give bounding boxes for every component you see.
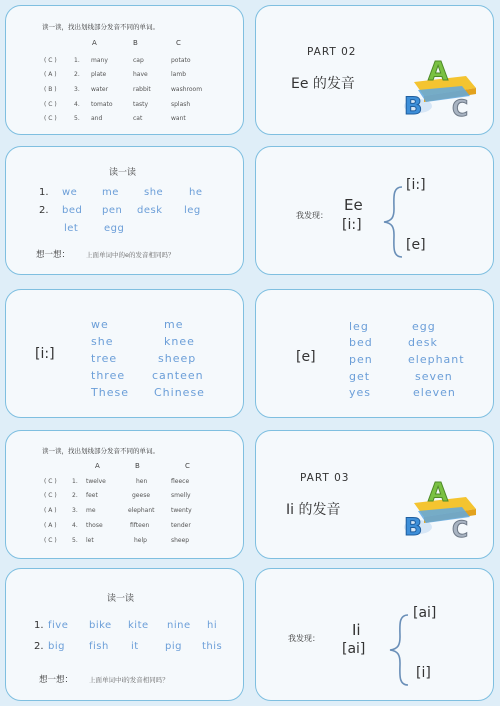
svg-text:A: A — [428, 478, 449, 508]
option-c: potato — [171, 57, 191, 64]
ipa-heading: [i:] — [35, 346, 55, 362]
part-label: PART 03 — [300, 472, 350, 484]
option-b: tasty — [133, 101, 149, 108]
word: bed — [62, 205, 83, 216]
think-label: 想一想： — [39, 675, 74, 685]
word: she — [144, 187, 164, 198]
word: five — [48, 620, 69, 631]
option-b: cap — [133, 57, 144, 64]
slide-read-ii — [5, 568, 244, 701]
instruction: 读一读，找出划线部分发音不同的单词。 — [42, 23, 159, 31]
column-c-header: C — [185, 462, 190, 470]
row-number: 1. — [72, 478, 78, 485]
word: we — [91, 318, 109, 331]
slide-exercise-a — [5, 5, 244, 135]
word: egg — [104, 223, 125, 234]
answer-paren: ( A ) — [44, 507, 57, 514]
curly-brace — [380, 185, 406, 263]
word: hi — [207, 620, 218, 631]
row-number: 2. — [72, 492, 78, 499]
line-number: 1. — [34, 620, 44, 631]
word: me — [102, 187, 119, 198]
abc-books-logo — [396, 54, 484, 124]
word: desk — [408, 336, 438, 349]
option-a: tomato — [91, 101, 113, 108]
word: tree — [91, 352, 118, 365]
word: egg — [412, 320, 436, 333]
answer-paren: ( C ) — [44, 101, 57, 108]
word: pig — [165, 641, 182, 652]
word: knee — [164, 335, 195, 348]
word: bed — [349, 336, 373, 349]
column-c-header: C — [176, 39, 181, 47]
letter-ipa: [i:] — [342, 217, 362, 233]
word: it — [131, 641, 139, 652]
answer-paren: ( A ) — [44, 522, 57, 529]
slide-ee-short-words — [255, 289, 494, 418]
found-label: 我发现： — [288, 634, 320, 643]
option-a: twelve — [86, 478, 106, 485]
svg-text:B: B — [404, 92, 423, 120]
word: big — [48, 641, 65, 652]
option-a: let — [86, 537, 94, 544]
row-number: 3. — [74, 86, 80, 93]
ipa-bottom: [e] — [406, 237, 426, 253]
option-c: washroom — [171, 86, 203, 93]
answer-paren: ( A ) — [44, 71, 57, 78]
word: pen — [102, 205, 123, 216]
word: desk — [137, 205, 163, 216]
row-number: 1. — [74, 57, 80, 64]
row-number: 5. — [72, 537, 78, 544]
line-number: 2. — [34, 641, 44, 652]
answer-paren: ( C ) — [44, 537, 57, 544]
word: we — [62, 187, 78, 198]
option-c: smelly — [171, 492, 191, 499]
slide-heading: 读一读 — [109, 168, 137, 178]
slide-found-ee — [255, 146, 494, 275]
option-b: hen — [136, 478, 148, 485]
slide-found-ii — [255, 568, 494, 701]
slide-ee-long-words — [5, 289, 244, 418]
word: canteen — [152, 369, 204, 382]
option-b: help — [134, 537, 147, 544]
part-label: PART 02 — [307, 46, 357, 58]
answer-paren: ( C ) — [44, 478, 57, 485]
ipa-bottom: [i] — [416, 665, 431, 681]
option-a: me — [86, 507, 96, 514]
letter: Ii — [352, 621, 361, 639]
word: he — [189, 187, 203, 198]
letter: Ee — [344, 196, 363, 214]
word: seven — [415, 370, 453, 383]
word: get — [349, 370, 371, 383]
option-a: those — [86, 522, 103, 529]
think-question: 上面单词中i的发音相同吗？ — [89, 676, 169, 684]
think-label: 想一想： — [36, 250, 71, 260]
svg-text:C: C — [452, 97, 469, 122]
column-a-header: A — [92, 39, 97, 47]
word: Chinese — [154, 386, 205, 399]
option-c: want — [171, 115, 186, 122]
part-title: Ii 的发音 — [286, 502, 341, 518]
option-a: and — [91, 115, 103, 122]
slide-read-ee — [5, 146, 244, 275]
ipa-top: [i:] — [406, 177, 426, 193]
option-a: feet — [86, 492, 98, 499]
option-b: fifteen — [130, 522, 150, 529]
row-number: 2. — [74, 71, 80, 78]
word: leg — [184, 205, 201, 216]
think-question: 上面单词中的e的发音相同吗？ — [86, 251, 175, 259]
ipa-top: [ai] — [413, 605, 437, 621]
word: three — [91, 369, 126, 382]
abc-books-logo — [396, 475, 484, 545]
svg-text:A: A — [428, 57, 449, 87]
answer-paren: ( C ) — [44, 115, 57, 122]
word: bike — [89, 620, 112, 631]
row-number: 4. — [72, 522, 78, 529]
part-title: Ee 的发音 — [291, 76, 355, 92]
curly-brace — [386, 613, 412, 691]
column-a-header: A — [95, 462, 100, 470]
instruction: 读一读，找出划线部分发音不同的单词。 — [42, 447, 159, 455]
option-c: sheep — [171, 537, 190, 544]
line-number: 2. — [39, 205, 49, 216]
found-label: 我发现： — [296, 211, 328, 220]
answer-paren: ( B ) — [44, 86, 57, 93]
word: yes — [349, 386, 372, 399]
slide-heading: 读一读 — [107, 594, 135, 604]
option-c: tender — [171, 522, 191, 529]
word: pen — [349, 353, 373, 366]
option-b: rabbit — [133, 86, 151, 93]
word: eleven — [413, 386, 456, 399]
option-b: have — [133, 71, 148, 78]
svg-text:B: B — [404, 513, 423, 541]
column-b-header: B — [133, 39, 138, 47]
answer-paren: ( C ) — [44, 492, 57, 499]
option-a: many — [91, 57, 108, 64]
word: this — [202, 641, 223, 652]
slide-part-03 — [255, 430, 494, 559]
word: nine — [167, 620, 191, 631]
ipa-heading: [e] — [296, 349, 316, 365]
option-c: lamb — [171, 71, 186, 78]
option-c: splash — [171, 101, 191, 108]
row-number: 3. — [72, 507, 78, 514]
letter-ipa: [ai] — [342, 641, 366, 657]
option-b: elephant — [128, 507, 155, 514]
word: let — [64, 223, 79, 234]
slide-part-02 — [255, 5, 494, 135]
column-b-header: B — [135, 462, 140, 470]
answer-paren: ( C ) — [44, 57, 57, 64]
word: kite — [128, 620, 149, 631]
slide-exercise-b — [5, 430, 244, 559]
word: These — [91, 386, 129, 399]
word: sheep — [158, 352, 197, 365]
word: fish — [89, 641, 109, 652]
option-a: water — [91, 86, 109, 93]
row-number: 4. — [74, 101, 80, 108]
option-b: cat — [133, 115, 143, 122]
word: she — [91, 335, 114, 348]
svg-text:C: C — [452, 518, 469, 543]
option-a: plate — [91, 71, 107, 78]
word: elephant — [408, 353, 465, 366]
option-b: geese — [132, 492, 151, 499]
word: me — [164, 318, 184, 331]
option-c: fleece — [171, 478, 190, 485]
row-number: 5. — [74, 115, 80, 122]
option-c: twenty — [171, 507, 192, 514]
word: leg — [349, 320, 369, 333]
line-number: 1. — [39, 187, 49, 198]
